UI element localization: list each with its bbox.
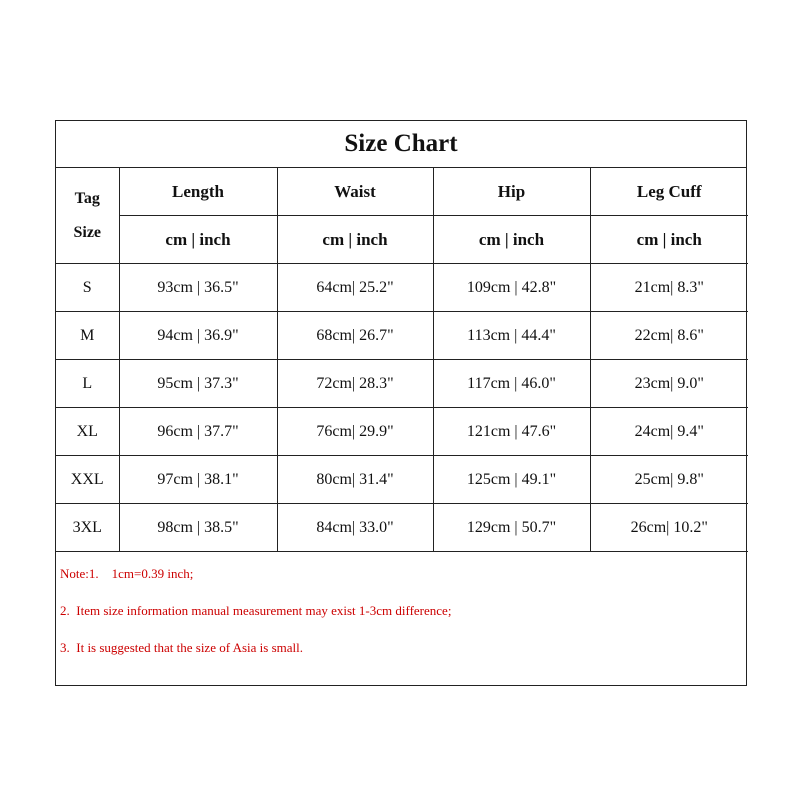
- size-cell: 3XL: [56, 504, 119, 552]
- size-cell: XL: [56, 408, 119, 456]
- table-row: [56, 456, 748, 504]
- length-cell: 93cm | 36.5": [119, 264, 277, 312]
- waist-cell: 76cm| 29.9": [277, 408, 433, 456]
- size-chart: [55, 120, 747, 686]
- waist-cell: 80cm| 31.4": [277, 456, 433, 504]
- size-label: Size: [73, 223, 102, 241]
- note-3: 3. It is suggested that the size of Asia is small.: [60, 640, 303, 655]
- cuff-cell: 22cm| 8.6": [590, 312, 748, 360]
- size-cell: S: [56, 264, 119, 312]
- hip-cell: 117cm | 46.0": [433, 360, 590, 408]
- hip-cell: 109cm | 42.8": [433, 264, 590, 312]
- size-table: [56, 168, 748, 552]
- unit-waist: cm | inch: [277, 216, 433, 264]
- size-cell: L: [56, 360, 119, 408]
- table-row: [56, 360, 748, 408]
- table-row: [56, 504, 748, 552]
- cuff-cell: 24cm| 9.4": [590, 408, 748, 456]
- chart-title: Size Chart: [56, 121, 746, 168]
- waist-cell: 84cm| 33.0": [277, 504, 433, 552]
- waist-cell: 72cm| 28.3": [277, 360, 433, 408]
- header-row: [56, 168, 748, 216]
- col-header-hip: Hip: [433, 168, 590, 216]
- unit-length: cm | inch: [119, 216, 277, 264]
- hip-cell: 121cm | 47.6": [433, 408, 590, 456]
- table-row: [56, 312, 748, 360]
- col-header-leg-cuff: Leg Cuff: [590, 168, 748, 216]
- unit-row: [56, 216, 748, 264]
- hip-cell: 125cm | 49.1": [433, 456, 590, 504]
- unit-hip: cm | inch: [433, 216, 590, 264]
- length-cell: 94cm | 36.9": [119, 312, 277, 360]
- hip-cell: 129cm | 50.7": [433, 504, 590, 552]
- cuff-cell: 26cm| 10.2": [590, 504, 748, 552]
- col-header-length: Length: [119, 168, 277, 216]
- length-cell: 95cm | 37.3": [119, 360, 277, 408]
- tag-size-header: [56, 168, 119, 264]
- note-1: Note:1. 1cm=0.39 inch;: [60, 566, 194, 581]
- waist-cell: 68cm| 26.7": [277, 312, 433, 360]
- table-row: [56, 264, 748, 312]
- length-cell: 97cm | 38.1": [119, 456, 277, 504]
- cuff-cell: 25cm| 9.8": [590, 456, 748, 504]
- length-cell: 98cm | 38.5": [119, 504, 277, 552]
- size-cell: XXL: [56, 456, 119, 504]
- hip-cell: 113cm | 44.4": [433, 312, 590, 360]
- waist-cell: 64cm| 25.2": [277, 264, 433, 312]
- col-header-waist: Waist: [277, 168, 433, 216]
- table-row: [56, 408, 748, 456]
- cuff-cell: 21cm| 8.3": [590, 264, 748, 312]
- notes-section: [56, 552, 746, 656]
- note-2: 2. Item size information manual measurement may exist 1-3cm difference;: [60, 603, 452, 618]
- size-cell: M: [56, 312, 119, 360]
- cuff-cell: 23cm| 9.0": [590, 360, 748, 408]
- tag-label: Tag: [74, 189, 100, 207]
- unit-leg-cuff: cm | inch: [590, 216, 748, 264]
- length-cell: 96cm | 37.7": [119, 408, 277, 456]
